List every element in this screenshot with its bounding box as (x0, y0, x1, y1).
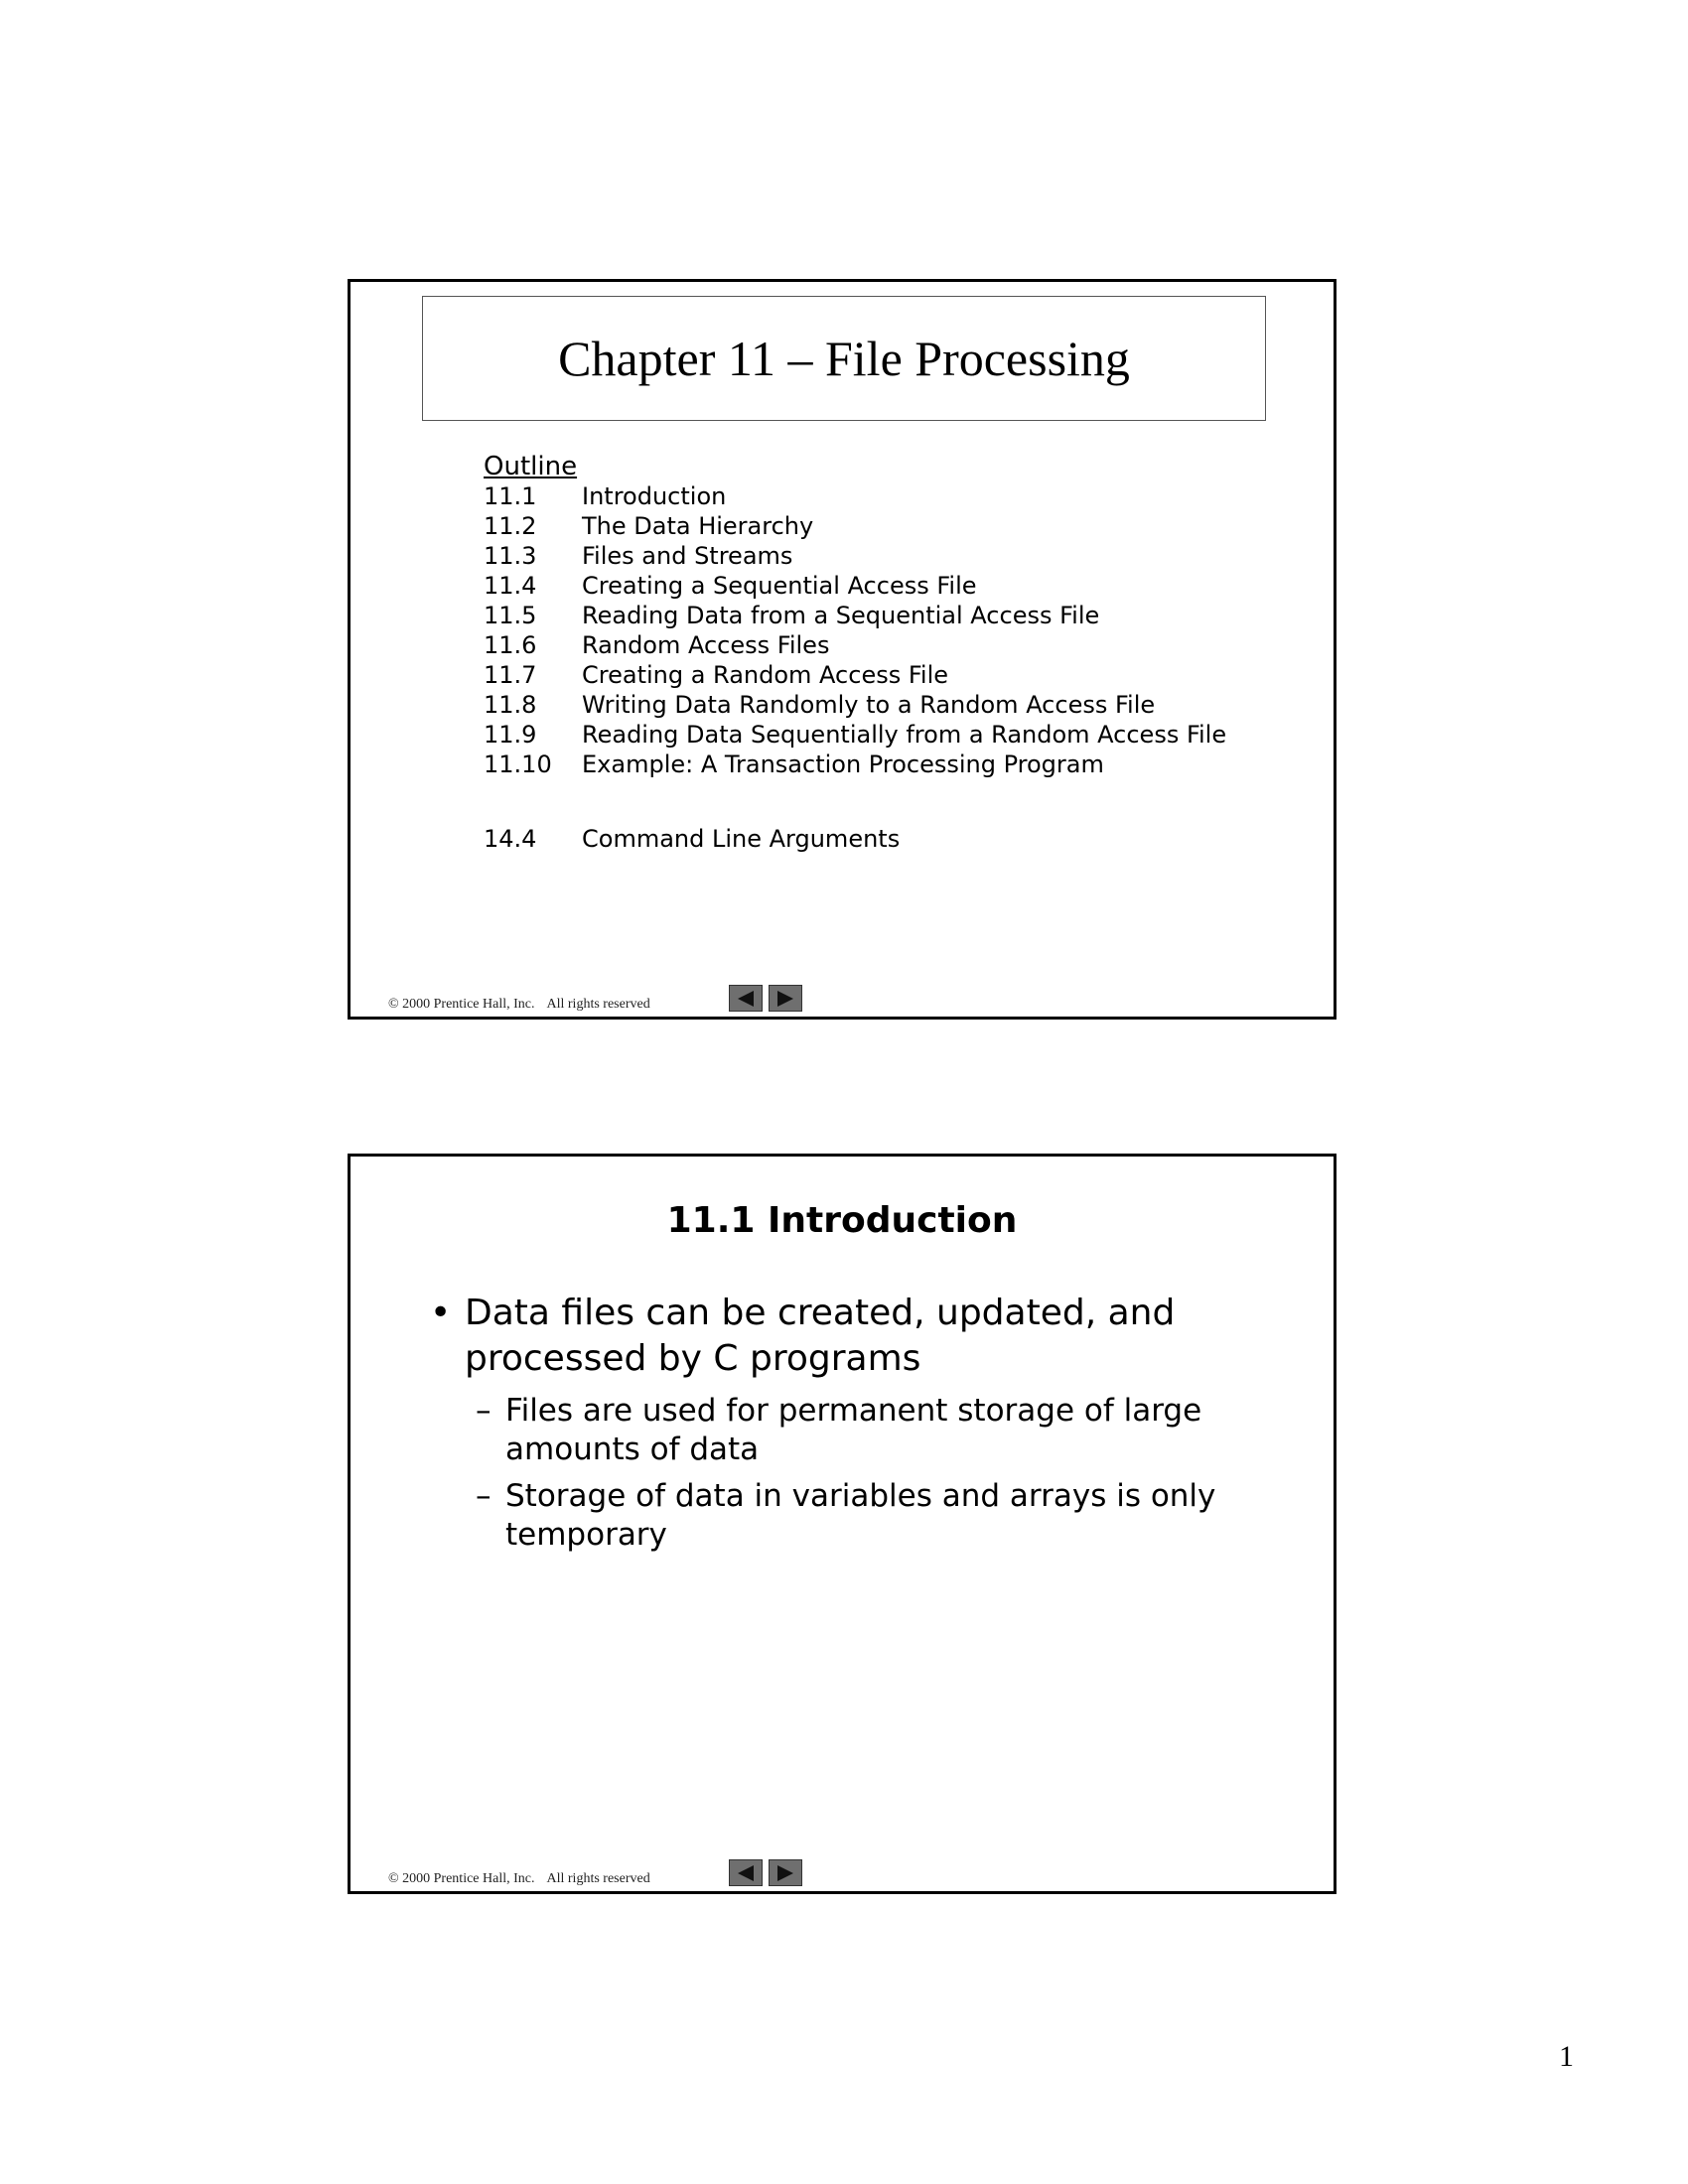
outline-item-label: Command Line Arguments (582, 825, 901, 853)
back-button[interactable] (729, 1859, 763, 1886)
outline-item-label: Creating a Sequential Access File (582, 572, 977, 600)
triangle-right-icon (775, 1864, 795, 1882)
slide-title: Chapter 11 – File Processing (558, 331, 1130, 386)
outline-item-number: 11.9 (484, 721, 537, 749)
bullet-item (430, 1291, 1224, 1382)
title-box (422, 296, 1266, 421)
copyright-text: © 2000 Prentice Hall, Inc. (388, 997, 535, 1012)
sub-bullet-item (476, 1392, 1224, 1469)
slide-nav (729, 1859, 802, 1886)
outline-item (484, 660, 1226, 690)
outline-item-number: 11.4 (484, 572, 537, 600)
bullet-dot-icon: • (430, 1293, 452, 1333)
outline-item (484, 750, 1226, 779)
bullet-list (430, 1291, 1224, 1563)
outline-item (484, 690, 1226, 720)
outline-item (484, 824, 1226, 854)
rights-text: All rights reserved (546, 1871, 650, 1886)
triangle-left-icon (736, 990, 756, 1008)
sub-bullet-item (476, 1477, 1224, 1555)
bullet-text: Data files can be created, updated, and processed by C programs (465, 1293, 1176, 1379)
back-button[interactable] (729, 985, 763, 1012)
outline-item (484, 571, 1226, 601)
outline-item-number: 11.1 (484, 482, 537, 510)
outline-item-number: 11.5 (484, 602, 537, 629)
outline-item (484, 720, 1226, 750)
outline-item-number: 11.7 (484, 661, 537, 689)
page-number: 1 (1559, 2040, 1574, 2073)
triangle-left-icon (736, 1864, 756, 1882)
triangle-right-icon (775, 990, 795, 1008)
outline-item-label: Random Access Files (582, 631, 830, 659)
outline-item-number: 11.3 (484, 542, 537, 570)
outline-item (484, 630, 1226, 660)
outline-item-label: Creating a Random Access File (582, 661, 948, 689)
outline-item-label: The Data Hierarchy (582, 512, 814, 540)
forward-button[interactable] (769, 1859, 802, 1886)
slide-title: 11.1 Introduction (666, 1200, 1018, 1241)
outline-item-label: Introduction (582, 482, 727, 510)
outline-item-number: 14.4 (484, 825, 537, 853)
outline (484, 452, 1226, 854)
sub-bullet-text: Files are used for permanent storage of large amounts of data (505, 1393, 1202, 1467)
outline-item-number: 11.8 (484, 691, 537, 719)
outline-item-number: 11.10 (484, 751, 552, 778)
rights-text: All rights reserved (546, 997, 650, 1012)
outline-item-label: Reading Data Sequentially from a Random Access File (582, 721, 1227, 749)
slide-introduction (348, 1154, 1336, 1894)
outline-item-number: 11.6 (484, 631, 537, 659)
outline-item-label: Example: A Transaction Processing Program (582, 751, 1104, 778)
slide-footer (388, 1871, 650, 1887)
outline-list (484, 481, 1226, 779)
outline-item (484, 601, 1226, 630)
outline-item (484, 511, 1226, 541)
outline-item-label: Reading Data from a Sequential Access File (582, 602, 1100, 629)
slide-nav (729, 985, 802, 1012)
sub-bullet-text: Storage of data in variables and arrays is only temporary (505, 1478, 1216, 1553)
dash-icon: – (476, 1478, 492, 1514)
outline-item-number: 11.2 (484, 512, 537, 540)
copyright-text: © 2000 Prentice Hall, Inc. (388, 1871, 535, 1886)
outline-item (484, 481, 1226, 511)
outline-item-label: Files and Streams (582, 542, 793, 570)
forward-button[interactable] (769, 985, 802, 1012)
outline-item (484, 541, 1226, 571)
slide-chapter-outline (348, 279, 1336, 1020)
outline-item-label: Writing Data Randomly to a Random Access File (582, 691, 1156, 719)
sub-bullet-list (430, 1392, 1224, 1555)
slide-footer (388, 997, 650, 1013)
dash-icon: – (476, 1393, 492, 1429)
outline-heading: Outline (484, 452, 578, 481)
